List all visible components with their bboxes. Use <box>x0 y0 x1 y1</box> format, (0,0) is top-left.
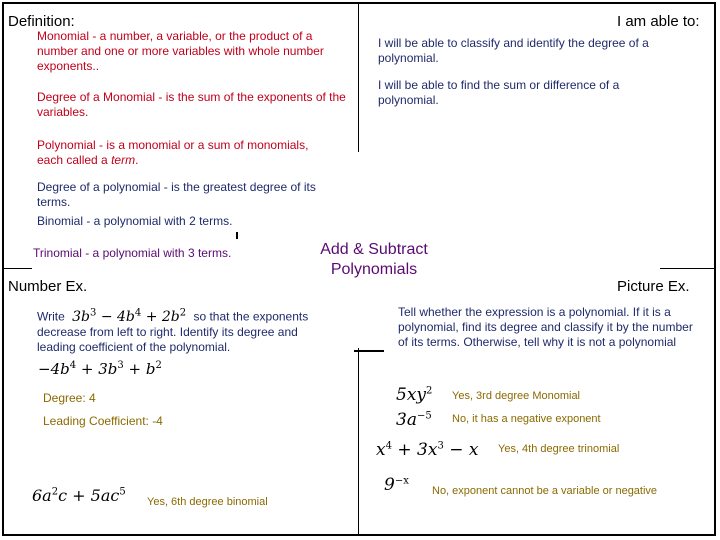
picture-ex-instruction: Tell whether the expression is a polynomial. If it is a polynomial, find its degree and classify it by the number of its terms. Otherwise, tell why it is not a polynomial <box>398 305 693 349</box>
able-item-classify: I will be able to classify and identify the degree of a polynomial. <box>378 36 649 65</box>
definition-header: Definition: <box>8 13 75 30</box>
able-item-sum-difference: I will be able to find the sum or difference of a polynomial. <box>378 78 620 107</box>
answer-1: Yes, 3rd degree Monomial <box>452 390 581 402</box>
polynomial-definition-end: . <box>135 153 139 167</box>
expression-9-neg-x: $9^{-x}$ <box>384 475 409 495</box>
number-ex-answer-expression: $-4b^4 + 3b^3 + b^2$ <box>38 360 162 378</box>
monomial-definition: Monomial - a number, a variable, or the product of a number and one or more variables with whole number exponents.. <box>37 29 324 73</box>
horizontal-divider-right <box>660 268 716 269</box>
center-bracket <box>354 350 384 352</box>
bottom-answer: Yes, 6th degree binomial <box>147 496 268 508</box>
number-ex-expression: $3b^3 - 4b^4 + 2b^2$ <box>72 307 187 325</box>
horizontal-divider-left <box>2 268 32 269</box>
expression-3a-5: $3a^{-5}$ <box>396 410 432 430</box>
expression-trinomial: $x^4 + 3x^3 - x$ <box>376 440 479 460</box>
expression-5xy2: $5xy^2$ <box>396 385 433 405</box>
number-ex-header: Number Ex. <box>8 278 88 295</box>
trinomial-definition: Trinomial - a polynomial with 3 terms. <box>33 246 232 260</box>
number-ex-instruction-rest: so that the exponents decrease from left to right. Identify its degree and leading coefficient of the polynomial. <box>37 309 309 354</box>
able-to-header: I am able to: <box>617 13 700 30</box>
polynomial-term-word: term <box>111 153 136 167</box>
polynomial-definition-text: Polynomial - is a monomial or a sum of monomials, each called a <box>37 138 309 167</box>
degree-polynomial-definition: Degree of a polynomial - is the greatest degree of its terms. <box>37 180 316 209</box>
leading-coefficient-answer: Leading Coefficient: -4 <box>43 414 163 428</box>
answer-2: No, it has a negative exponent <box>452 413 601 425</box>
center-tick-mark <box>236 232 238 239</box>
write-word: Write <box>37 309 65 324</box>
degree-monomial-definition: Degree of a Monomial - is the sum of the exponents of the variables. <box>37 90 346 119</box>
answer-3: Yes, 4th degree trinomial <box>498 443 620 455</box>
answer-4: No, exponent cannot be a variable or negative <box>432 485 658 497</box>
picture-ex-header: Picture Ex. <box>617 278 690 295</box>
center-title: Add & Subtract Polynomials <box>320 241 428 278</box>
number-ex-instruction <box>37 305 337 355</box>
binomial-definition: Binomial - a polynomial with 2 terms. <box>37 214 233 228</box>
vertical-divider-bottom <box>358 348 359 536</box>
bottom-expression: $6a^2c + 5ac^5$ <box>32 486 126 505</box>
degree-answer: Degree: 4 <box>43 391 96 405</box>
vertical-divider-top <box>358 2 359 152</box>
polynomial-definition <box>37 138 337 168</box>
